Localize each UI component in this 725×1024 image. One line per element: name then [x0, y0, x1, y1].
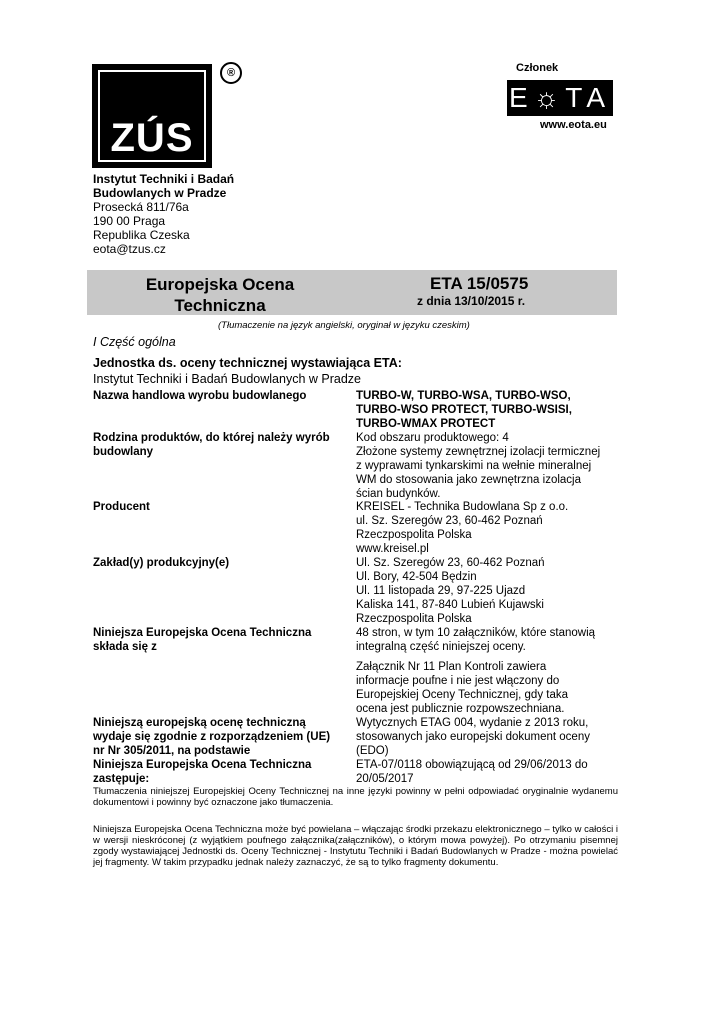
address-email[interactable]: eota@tzus.cz [93, 242, 166, 256]
title-line: Europejska Ocena [145, 275, 295, 294]
value-line: ocena jest publicznie rozpowszechniana. [356, 703, 565, 715]
value-line: TURBO-W, TURBO-WSA, TURBO-WSO, [356, 390, 571, 402]
eta-number: ETA 15/0575 [430, 274, 529, 293]
value-line: stosowanych jako europejski dokument oceny [356, 731, 590, 743]
trade-name-label: Nazwa handlowa wyrobu budowlanego [93, 390, 307, 402]
plants-value [356, 556, 545, 626]
trade-name-value [356, 389, 572, 431]
eota-member-label: Członek [516, 62, 559, 74]
value-line: (EDO) [356, 745, 389, 757]
basis-value [356, 716, 590, 758]
label-line: Niniejsza Europejska Ocena Techniczna [93, 759, 312, 771]
unit-heading: Jednostka ds. oceny technicznej wystawiająca ETA: [93, 356, 402, 370]
contains-value [356, 626, 595, 654]
contains-annex-note [356, 660, 568, 716]
address-line: Instytut Techniki i Badań [93, 172, 235, 186]
label-line: Niniejszą europejską ocenę techniczną [93, 717, 306, 729]
reproduction-footnote: Niniejsza Europejska Ocena Techniczna może być powielana – włączając środki przekazu elektronicznego – tylko w całości i w wersji nieskróconej (z wyjątkiem poufnego załącznika(załączników), o którym mowa powyżej). Po otrzymaniu pisemnej zgody wystawiającej Jednostki ds. Oceny Technicznej - Instytutu Techniki i Badań Budowlanych w Pradze - można powielać jej fragmenty. W takim przypadku jednak należy zaznaczyć, że są to tylko fragmenty dokumentu. [93, 824, 618, 868]
address-line: 190 00 Praga [93, 214, 166, 228]
value-line: Złożone systemy zewnętrznej izolacji termicznej [356, 446, 601, 458]
family-label [93, 431, 330, 459]
family-value [356, 431, 600, 501]
translation-footnote: Tłumaczenia niniejszej Europejskiej Oceny Technicznej na inne języki powinny w pełni odpowiadać oryginalnie wydanemu dokumentowi i powinny być oznaczone jako tłumaczenia. [93, 786, 618, 808]
value-line: Kod obszaru produktowego: 4 [356, 432, 509, 444]
value-line: Załącznik Nr 11 Plan Kontroli zawiera [356, 661, 547, 673]
label-line: wydaje się zgodnie z rozporządzeniem (UE) [93, 731, 331, 743]
value-line: Rzeczpospolita Polska [356, 613, 472, 625]
replaces-label [93, 758, 311, 786]
value-line: WM do stosowania jako zewnętrzna izolacja [356, 474, 581, 486]
address-line: Republika Czeska [93, 228, 190, 242]
value-line: TURBO-WMAX PROTECT [356, 418, 496, 430]
value-line: Rzeczpospolita Polska [356, 529, 472, 541]
value-line: Europejskiej Oceny Technicznej, gdy taka [356, 689, 569, 701]
producer-value [356, 500, 568, 556]
label-line: składa się z [93, 641, 157, 653]
value-line: TURBO-WSO PROTECT, TURBO-WSISI, [356, 404, 572, 416]
document-title [120, 274, 320, 316]
address-line: Budowlanych w Pradze [93, 186, 227, 200]
producer-label: Producent [93, 501, 150, 513]
value-line: Ul. 11 listopada 29, 97-225 Ujazd [356, 585, 526, 597]
address-line: Prosecká 811/76a [93, 200, 189, 214]
value-line: KREISEL - Technika Budowlana Sp z o.o. [356, 501, 569, 513]
plants-label: Zakład(y) produkcyjny(e) [93, 557, 230, 569]
replaces-value [356, 758, 588, 786]
value-line: integralną część niniejszej oceny. [356, 641, 526, 653]
label-line: budowlany [93, 446, 154, 458]
label-line: Niniejsza Europejska Ocena Techniczna [93, 627, 312, 639]
value-line: informacje poufne i nie jest włączony do [356, 675, 560, 687]
registered-mark: ® [220, 62, 242, 84]
issuer-address [93, 172, 234, 256]
eota-url-link[interactable]: www.eota.eu [540, 119, 607, 131]
producer-website-link[interactable]: www.kreisel.pl [356, 543, 429, 555]
title-line: Techniczna [174, 296, 266, 315]
eta-date: z dnia 13/10/2015 r. [417, 294, 526, 308]
eota-logo: E☼TA [507, 80, 613, 116]
value-line: ścian budynków. [356, 488, 441, 500]
basis-label [93, 716, 330, 758]
translation-note: (Tłumaczenie na język angielski, oryginał w języku czeskim) [218, 320, 470, 331]
value-line: Ul. Sz. Szeregów 23, 60-462 Poznań [356, 557, 545, 569]
value-line: ETA-07/0118 obowiązującą od 29/06/2013 do [356, 759, 588, 771]
zus-logo-text: ZÚS [110, 116, 194, 160]
label-line: zastępuje: [93, 773, 150, 785]
value-line: Kaliska 141, 87-840 Lubień Kujawski [356, 599, 544, 611]
value-line: Wytycznych ETAG 004, wydanie z 2013 roku, [356, 717, 589, 729]
label-line: nr Nr 305/2011, na podstawie [93, 745, 251, 757]
value-line: 20/05/2017 [356, 773, 414, 785]
value-line: ul. Sz. Szeregów 23, 60-462 Poznań [356, 515, 543, 527]
label-line: Rodzina produktów, do której należy wyrób [93, 432, 330, 444]
section-heading: I Część ogólna [93, 335, 176, 349]
value-line: Ul. Bory, 42-504 Będzin [356, 571, 477, 583]
unit-name: Instytut Techniki i Badań Budowlanych w Pradze [93, 372, 361, 386]
contains-label [93, 626, 311, 654]
zus-logo [92, 64, 212, 168]
value-line: 48 stron, w tym 10 załączników, które stanowią [356, 627, 596, 639]
value-line: z wyprawami tynkarskimi na wełnie mineralnej [356, 460, 592, 472]
